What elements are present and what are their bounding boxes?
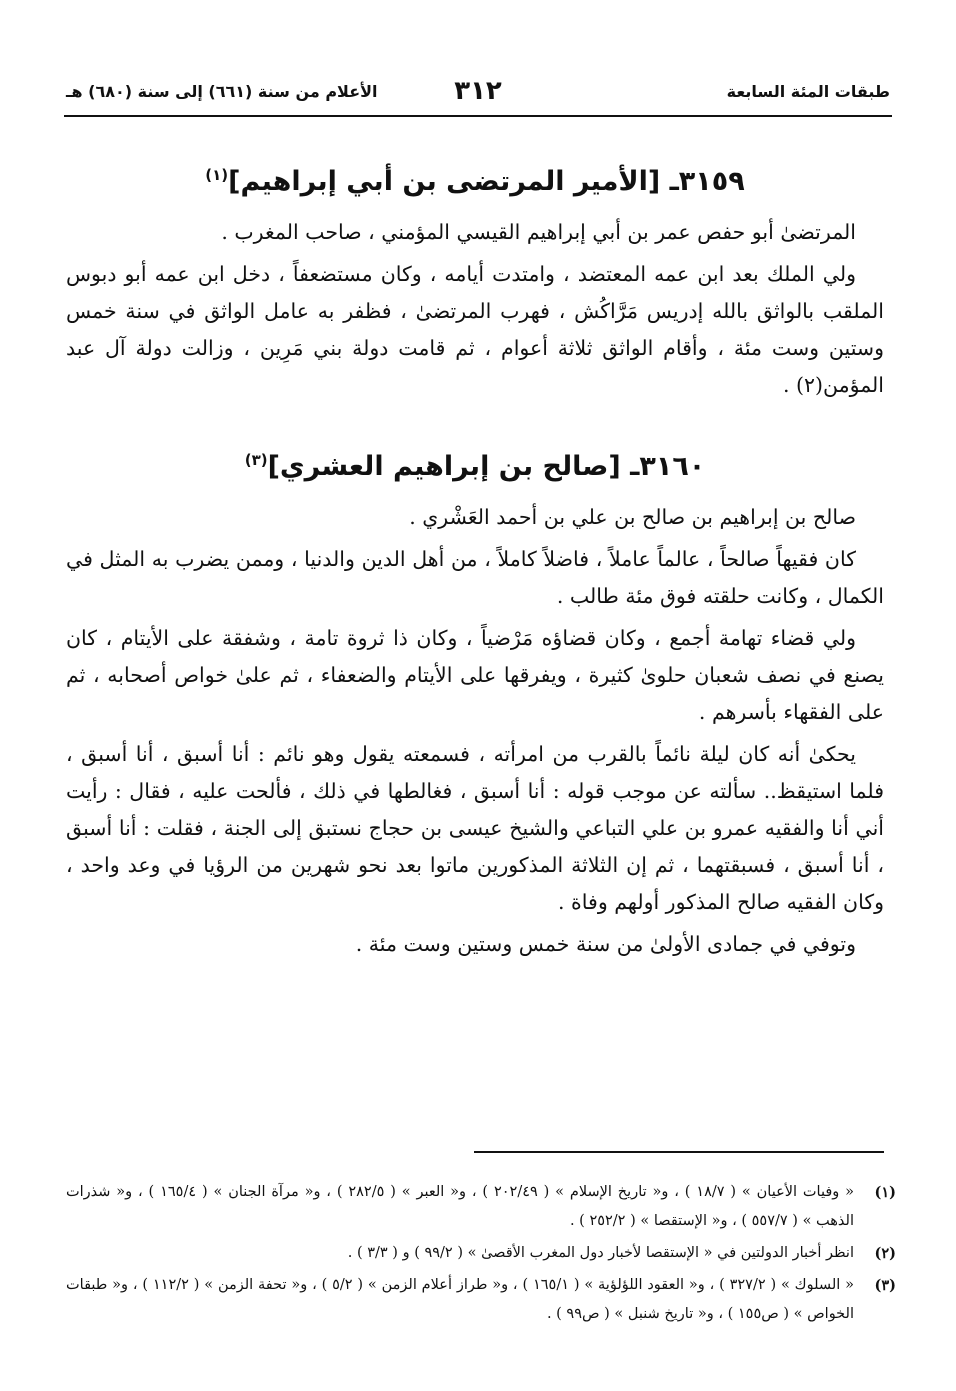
page-number: ٣١٢ xyxy=(454,76,502,106)
entry-paragraph: ولي قضاء تهامة أجمع ، وكان قضاؤه مَرْضياً ، وكان ذا ثروة تامة ، وشفقة على الأيتام ، كان يصنع في نصف شعبان حلوىٰ كثيرة ، ويفرقها على الأيتام والضعفاء ، ثم علىٰ خواص أصحابه ، ثم على الفقهاء بأسرهم . xyxy=(66,626,884,724)
footnote-divider xyxy=(474,1151,884,1153)
footnote-text: « السلوك » ( ٣٢٧/٢ ) ، و« العقود اللؤلؤية » ( ١٦٥/١ ) ، و« طراز أعلام الزمن » ( ٥/٢ ) ، و« تحفة الزمن » ( ١١٢/٢ ) ، و« طبقات الخواص » ( ص١٥٥ ) ، و« تاريخ شنبل » ( ص٩٩ ) . xyxy=(66,1277,855,1322)
entry-heading-text: ٣١٥٩ـ [الأمير المرتضى بن أبي إبراهيم] xyxy=(228,166,745,197)
footnote-number: (١) xyxy=(874,1184,896,1201)
footnotes xyxy=(66,1178,896,1332)
main-text xyxy=(66,160,884,968)
footnote-number: (٣) xyxy=(874,1277,896,1294)
entry-paragraph: يحكىٰ أنه كان ليلة نائماً بالقرب من امرأته ، فسمعته يقول وهو نائم : أنا أسبق ، أنا أسبق ، فلما استيقظ.. سألته عن موجب قوله : أنا أسبق ، فغالطها في ذلك ، فألحت عليه ، فقال : رأيت أني أنا والفقيه عمرو بن علي التباعي والشيخ عيسى بن حجاج نستبق إلى الجنة ، فقلت : أنا أسبق ، أنا أسبق ، فسبقتهما ، ثم إن الثلاثة المذكورين ماتوا بعد نحو شهرين من الرؤيا في وعد واحد ، وكان الفقيه صالح المذكور أولهم وفاة . xyxy=(66,742,884,914)
footnote-text: « وفيات الأعيان » ( ١٨/٧ ) ، و« تاريخ الإسلام » ( ٢٠٢/٤٩ ) ، و« العبر » ( ٢٨٢/٥ ) ، و« مرآة الجنان » ( ١٦٥/٤ ) ، و« شذرات الذهب » ( ٥٥٧/٧ ) ، و« الإستقصا » ( ٢٥٢/٢ ) . xyxy=(66,1184,854,1229)
running-header xyxy=(66,76,890,110)
entry-heading xyxy=(66,445,884,489)
header-divider xyxy=(64,115,892,117)
footnote-item xyxy=(66,1178,896,1236)
biography-entry-3160 xyxy=(66,445,884,963)
header-volume-range: الأعلام من سنة (٦٦١) إلى سنة (٦٨٠) هـ xyxy=(66,82,378,101)
entry-paragraph: صالح بن إبراهيم بن صالح بن علي بن أحمد العَشْري . xyxy=(409,505,856,529)
biography-entry-3159 xyxy=(66,160,884,404)
footnote-item xyxy=(66,1239,896,1268)
entry-paragraph: وتوفي في جمادى الأولىٰ من سنة خمس وستين وست مئة . xyxy=(355,932,856,956)
header-section-title: طبقات المئة السابعة xyxy=(726,82,890,101)
entry-paragraph: ولي الملك بعد ابن عمه المعتضد ، وامتدت أيامه ، وكان مستضعفاً ، دخل ابن عمه أبو دبوس الملقب بالواثق بالله إدريس مَرَّاكُش ، فهرب المرتضىٰ ، فظفر به عامل الواثق في سنة خمس وستين وست مئة ، وأقام الواثق ثلاثة أعوام ، ثم قامت دولة بني مَرِين ، وزالت دولة آل عبد المؤمن(٢) . xyxy=(66,262,884,397)
entry-paragraph: المرتضىٰ أبو حفص عمر بن أبي إبراهيم القيسي المؤمني ، صاحب المغرب . xyxy=(221,220,856,244)
footnote-number: (٢) xyxy=(874,1245,896,1262)
footnote-text: انظر أخبار الدولتين في « الإستقصا لأخبار دول المغرب الأقصىٰ » ( ٩٩/٢ ) و ( ٣/٣ ) . xyxy=(347,1245,854,1261)
entry-separator-space xyxy=(66,409,884,445)
entry-heading xyxy=(66,160,884,204)
footnote-item xyxy=(66,1271,896,1329)
entry-paragraph: كان فقيهاً صالحاً ، عالماً عاملاً ، فاضلاً كاملاً ، من أهل الدين والدنيا ، وممن يضرب به المثل في الكمال ، وكانت حلقته فوق مئة طالب . xyxy=(66,547,884,608)
footnote-reference: (٣) xyxy=(244,451,268,469)
entry-heading-text: ٣١٦٠ـ [صالح بن إبراهيم العشري] xyxy=(267,451,706,482)
footnote-reference: (١) xyxy=(205,166,229,184)
